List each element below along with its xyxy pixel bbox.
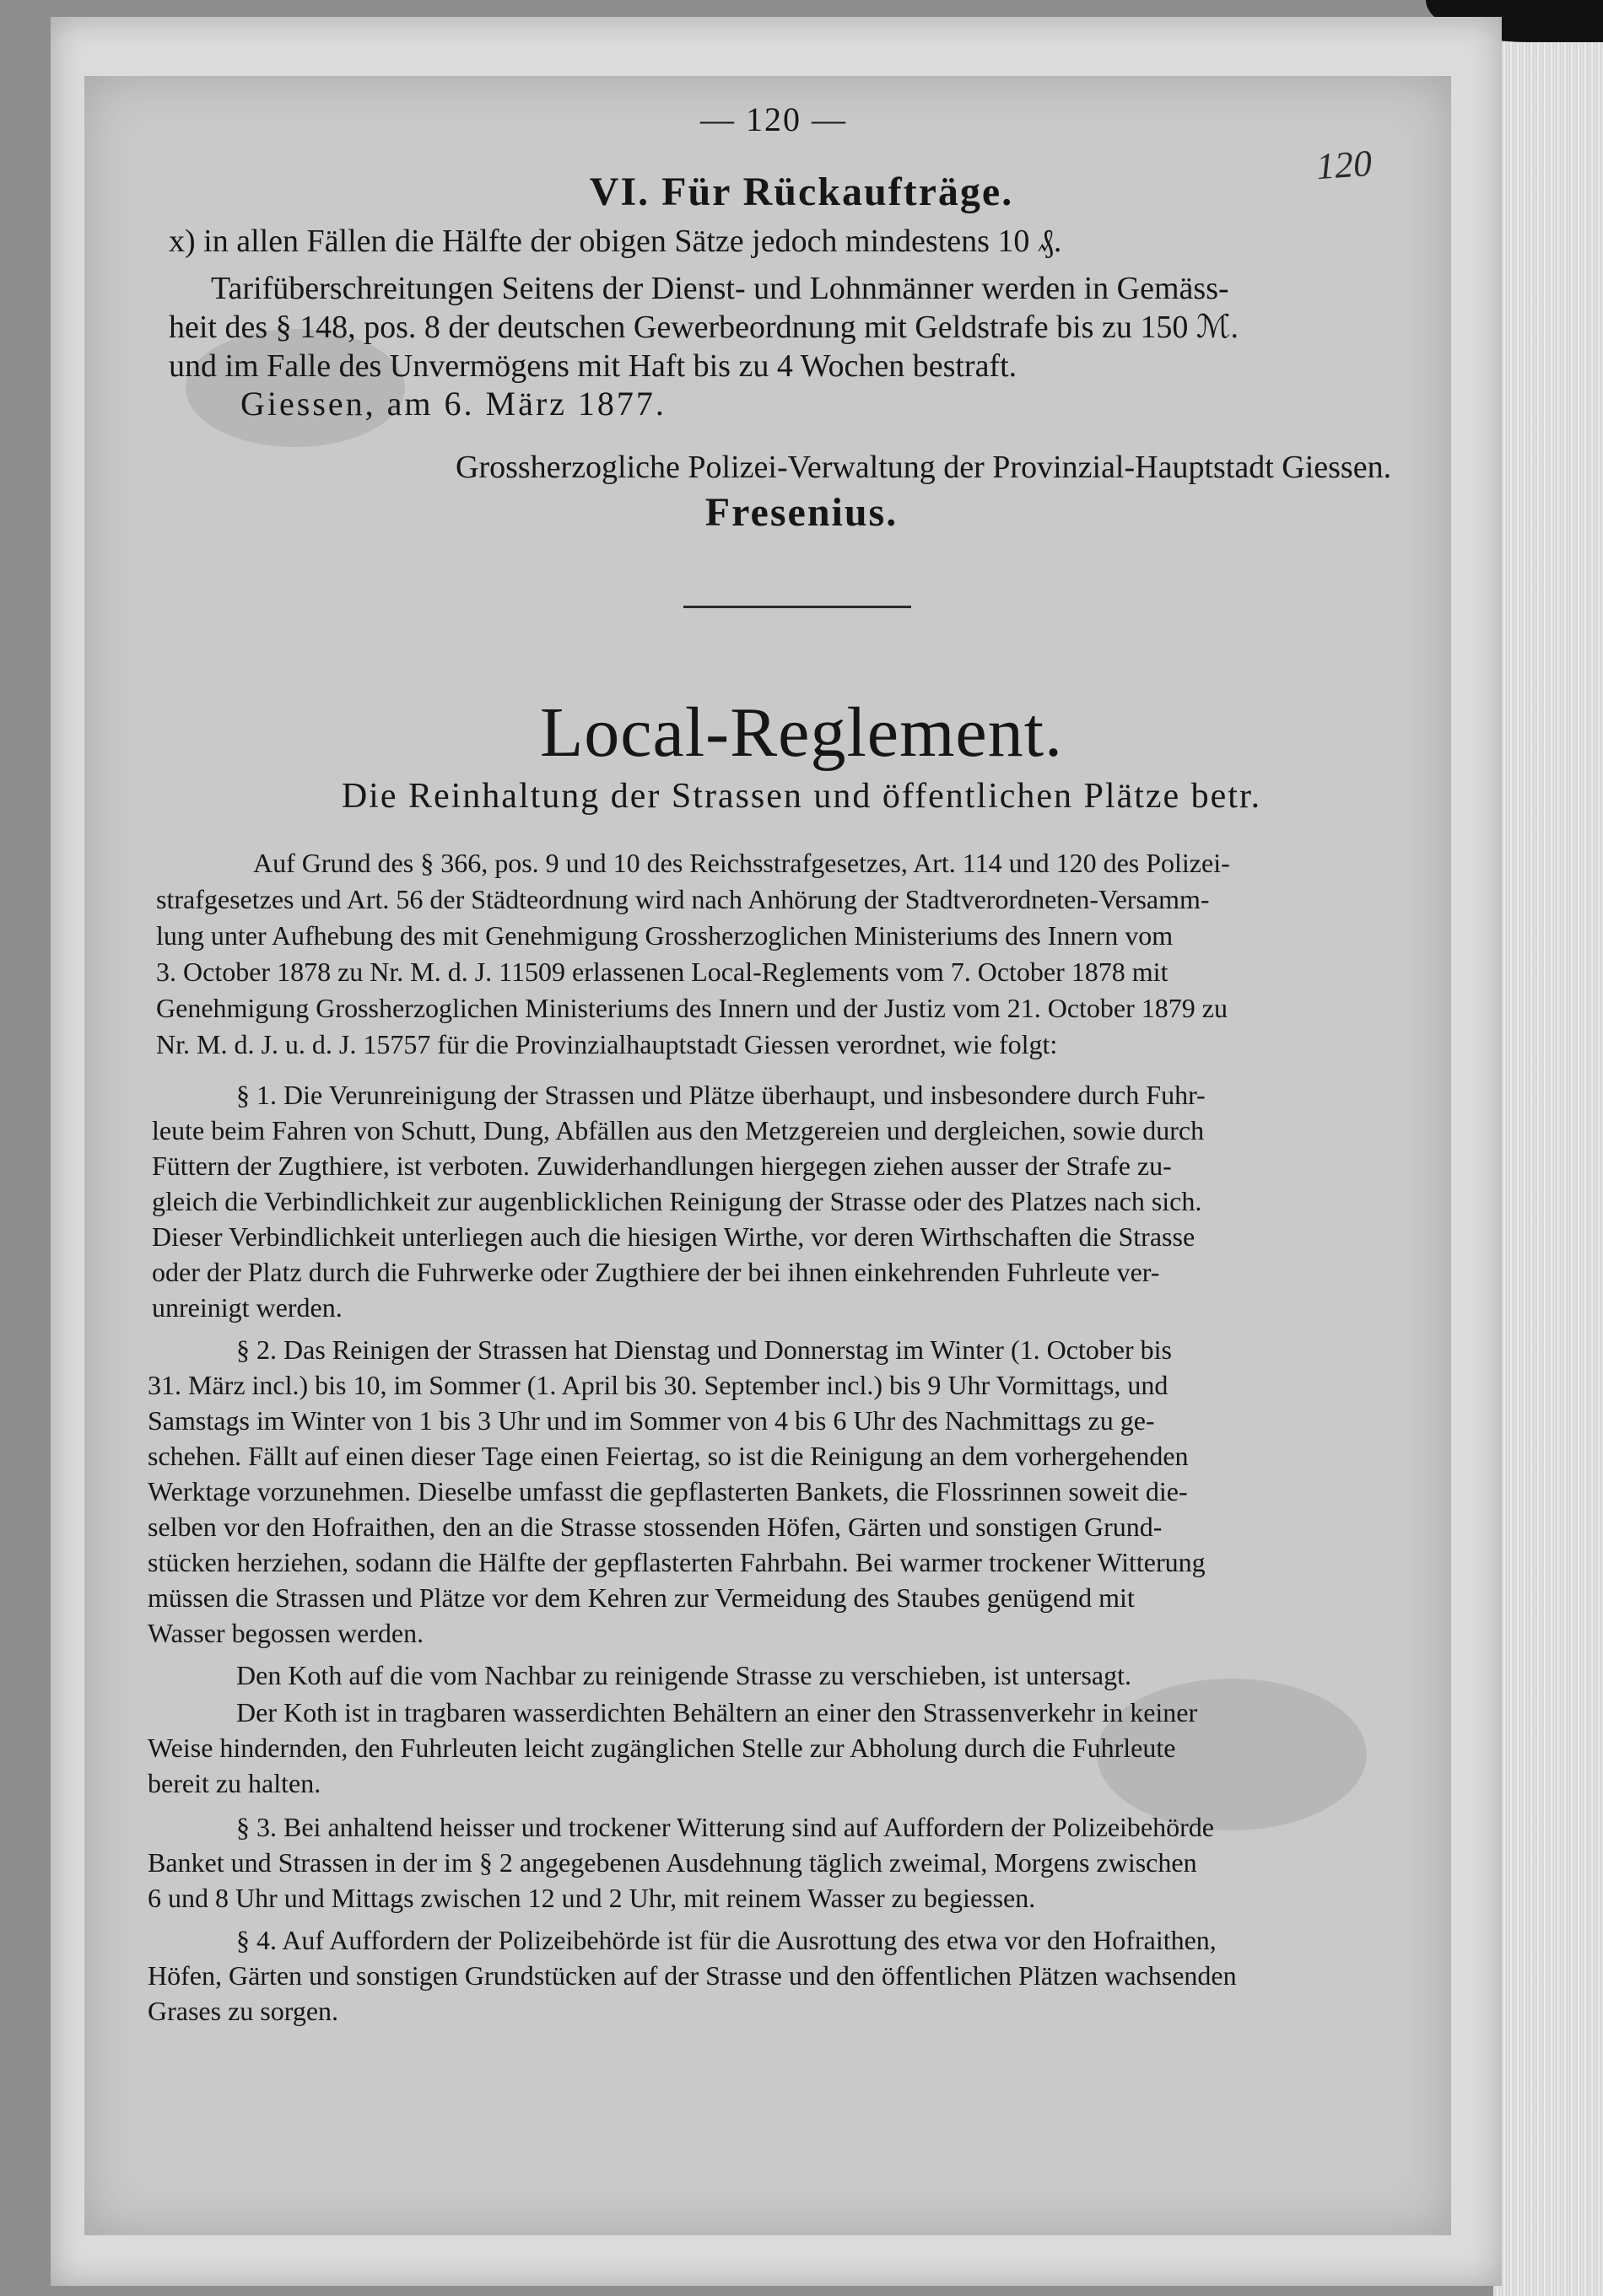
dateline: Giessen, am 6. März 1877.: [240, 385, 667, 423]
paragraph-2-line: Wasser begossen werden.: [148, 1618, 424, 1648]
signature: Fresenius.: [704, 490, 899, 535]
preamble-line: strafgesetzes und Art. 56 der Städteordnung wird nach Anhörung der Stadtverordneten-Versamm-: [156, 884, 1210, 914]
paragraph-3-line: § 3. Bei anhaltend heisser und trockener Witterung sind auf Auffordern der Polizeibehörde: [236, 1812, 1214, 1842]
book-page-edges: [1493, 0, 1603, 2296]
paragraph-2-line: schehen. Fällt auf einen dieser Tage einen Feiertag, so ist die Reinigung an dem vorhergehenden: [148, 1441, 1189, 1471]
handwritten-page-note: 120: [1314, 142, 1374, 188]
section-line: x) in allen Fällen die Hälfte der obigen Sätze jedoch mindestens 10 ₰.: [169, 224, 1062, 259]
section-line: heit des § 148, pos. 8 der deutschen Gewerbeordnung mit Geldstrafe bis zu 150 ℳ.: [169, 310, 1239, 345]
section-line: Tarifüberschreitungen Seitens der Dienst- und Lohnmänner werden in Gemäss-: [211, 271, 1229, 306]
preamble-line: lung unter Aufhebung des mit Genehmigung Grossherzoglichen Ministeriums des Innern vom: [156, 920, 1174, 951]
preamble-line: Genehmigung Grossherzoglichen Ministeriums des Innern und der Justiz vom 21. October 1879 zu: [156, 993, 1228, 1023]
paragraph-2-line: müssen die Strassen und Plätze vor dem Kehren zur Vermeidung des Staubes genügend mit: [148, 1582, 1135, 1613]
paragraph-2-line: selben vor den Hofraithen, den an die Strasse stossenden Höfen, Gärten und sonstigen Grund-: [148, 1512, 1163, 1542]
section-line: und im Falle des Unvermögens mit Haft bis zu 4 Wochen bestraft.: [169, 348, 1017, 384]
document-title: Local-Reglement.: [539, 693, 1064, 772]
paragraph-1-line: gleich die Verbindlichkeit zur augenblicklichen Reinigung der Strasse oder des Platzes nach sich.: [152, 1186, 1202, 1216]
paragraph-2c-line: Weise hindernden, den Fuhrleuten leicht zugänglichen Stelle zur Abholung durch die Fuhrleute: [148, 1733, 1176, 1763]
paragraph-4-line: Grases zu sorgen.: [148, 1996, 339, 2026]
paragraph-1-line: leute beim Fahren von Schutt, Dung, Abfällen aus den Metzgereien und dergleichen, sowie durch: [152, 1115, 1205, 1145]
paragraph-4-line: § 4. Auf Auffordern der Polizeibehörde ist für die Ausrottung des etwa vor den Hofraithen,: [236, 1925, 1217, 1955]
document-subtitle: Die Reinhaltung der Strassen und öffentlichen Plätze betr.: [341, 777, 1262, 816]
paragraph-2-line: Werktage vorzunehmen. Dieselbe umfasst die gepflasterten Bankets, die Flossrinnen soweit die-: [148, 1476, 1188, 1506]
section-heading: VI. Für Rückaufträge.: [589, 170, 1014, 214]
paragraph-3-line: Banket und Strassen in der im § 2 angegebenen Ausdehnung täglich zweimal, Morgens zwischen: [148, 1847, 1197, 1878]
paragraph-2b-line: Den Koth auf die vom Nachbar zu reinigende Strasse zu verschieben, ist untersagt.: [236, 1660, 1131, 1690]
issuing-authority: Grossherzogliche Polizei-Verwaltung der Provinzial-Hauptstadt Giessen.: [456, 450, 1392, 485]
paragraph-2-line: stücken herziehen, sodann die Hälfte der gepflasterten Fahrbahn. Bei warmer trockener Witterung: [148, 1547, 1206, 1577]
paragraph-2c-line: bereit zu halten.: [148, 1768, 321, 1798]
preamble-line: Auf Grund des § 366, pos. 9 und 10 des Reichsstrafgesetzes, Art. 114 und 120 des Polizei-: [253, 848, 1230, 878]
paragraph-1-line: unreinigt werden.: [152, 1292, 343, 1323]
paragraph-2-line: Samstags im Winter von 1 bis 3 Uhr und im Sommer von 4 bis 6 Uhr des Nachmittags zu ge-: [148, 1405, 1155, 1436]
paragraph-2-line: § 2. Das Reinigen der Strassen hat Dienstag und Donnerstag im Winter (1. October bis: [236, 1334, 1172, 1365]
paragraph-2c-line: Der Koth ist in tragbaren wasserdichten Behältern an einer den Strassenverkehr in keiner: [236, 1697, 1198, 1727]
paragraph-3-line: 6 und 8 Uhr und Mittags zwischen 12 und 2 Uhr, mit reinem Wasser zu begiessen.: [148, 1883, 1036, 1913]
paragraph-1-line: Dieser Verbindlichkeit unterliegen auch die hiesigen Wirthe, vor deren Wirthschaften die Strasse: [152, 1221, 1196, 1252]
paragraph-1-line: Füttern der Zugthiere, ist verboten. Zuwiderhandlungen hiergegen ziehen ausser der Strafe zu-: [152, 1151, 1172, 1181]
paragraph-1-line: oder der Platz durch die Fuhrwerke oder Zugthiere der bei ihnen einkehrenden Fuhrleute ver-: [152, 1257, 1160, 1287]
paragraph-2-line: 31. März incl.) bis 10, im Sommer (1. April bis 30. September incl.) bis 9 Uhr Vormittags, und: [148, 1370, 1169, 1400]
preamble-line: Nr. M. d. J. u. d. J. 15757 für die Provinzialhauptstadt Giessen verordnet, wie folgt:: [156, 1029, 1058, 1059]
paragraph-1-line: § 1. Die Verunreinigung der Strassen und Plätze überhaupt, und insbesondere durch Fuhr-: [236, 1080, 1206, 1110]
page-number: — 120 —: [700, 100, 847, 138]
preamble-line: 3. October 1878 zu Nr. M. d. J. 11509 erlassenen Local-Reglements vom 7. October 1878 mit: [156, 957, 1169, 987]
section-divider: [683, 606, 911, 608]
paragraph-4-line: Höfen, Gärten und sonstigen Grundstücken auf der Strasse und den öffentlichen Plätzen wachsenden: [148, 1960, 1237, 1991]
